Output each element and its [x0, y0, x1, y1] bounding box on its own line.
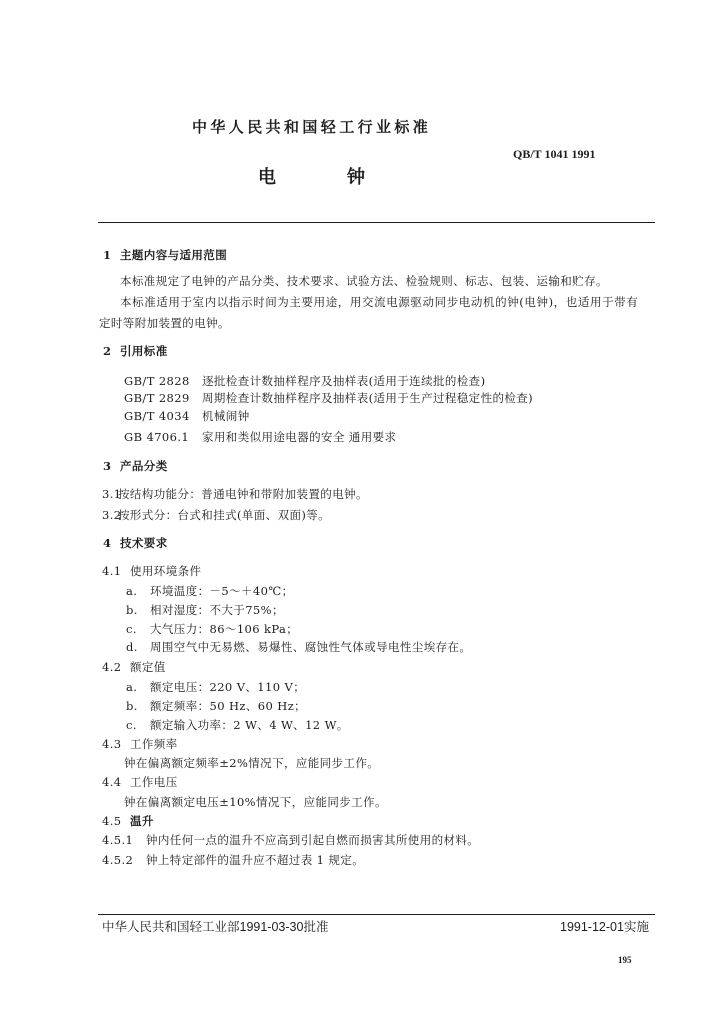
reference-code: GB/T 4034 [124, 409, 190, 423]
list-item-text: 额定电压：220 V、110 V； [150, 680, 306, 694]
section-1-paragraph-1: 本标准规定了电钟的产品分类、技术要求、试验方法、检验规则、标志、包装、运输和贮存。 [120, 274, 608, 288]
list-item-label: b. [126, 603, 138, 617]
reference-title: 家用和类似用途电器的安全 通用要求 [202, 430, 397, 444]
section-3-heading: 产品分类 [120, 459, 168, 473]
section-3-number: 3 [103, 459, 112, 473]
section-1-paragraph-2-line-1: 本标准适用于室内以指示时间为主要用途，用交流电源驱动同步电动机的钟(电钟)，也适用于带有 [120, 295, 639, 309]
reference-code: GB/T 2829 [124, 391, 190, 405]
document-title-char-2: 钟 [347, 167, 365, 188]
clause-4-4-number: 4.4 [102, 775, 122, 789]
list-item-text: 周围空气中无易燃、易爆性、腐蚀性气体或导电性尘埃存在。 [150, 640, 472, 654]
clause-text: 按形式分：台式和挂式(单面、双面)等。 [118, 508, 331, 522]
reference-code: GB/T 2828 [124, 374, 190, 388]
clause-number: 3.2 [102, 508, 122, 522]
list-item-text: 相对湿度：不大于75%； [150, 603, 284, 617]
reference-title: 逐批检查计数抽样程序及抽样表(适用于连续批的检查) [202, 374, 486, 388]
section-2-number: 2 [103, 344, 112, 358]
footer-divider [98, 914, 655, 915]
list-item-label: d. [126, 640, 138, 654]
section-1-heading: 主题内容与适用范围 [120, 248, 228, 262]
clause-4-3-heading: 工作频率 [130, 737, 178, 751]
section-4-heading: 技术要求 [120, 536, 168, 550]
section-2-heading: 引用标准 [120, 344, 168, 358]
list-item-text: 环境温度：－5～＋40℃； [150, 584, 294, 598]
clause-4-4-text: 钟在偏离额定电压±10%情况下，应能同步工作。 [124, 795, 387, 809]
list-item-label: a. [126, 680, 138, 694]
clause-4-1-heading: 使用环境条件 [130, 564, 202, 578]
clause-4-2-heading: 额定值 [130, 660, 166, 674]
clause-text: 钟上特定部件的温升应不超过表 1 规定。 [146, 853, 365, 867]
list-item-label: a. [126, 584, 138, 598]
standard-code: QB/T 1041 1991 [513, 147, 596, 161]
approval-note: 中华人民共和国轻工业部1991-03-30批准 [102, 920, 329, 934]
clause-4-4-heading: 工作电压 [130, 775, 178, 789]
list-item-label: b. [126, 699, 138, 713]
clause-number: 4.5.2 [102, 853, 134, 867]
list-item-label: c. [126, 718, 137, 732]
header-divider [98, 222, 655, 223]
clause-4-3-text: 钟在偏离额定频率±2%情况下，应能同步工作。 [124, 756, 380, 770]
clause-4-1-number: 4.1 [102, 564, 122, 578]
reference-code: GB 4706.1 [124, 430, 190, 444]
clause-number: 4.5.1 [102, 833, 134, 847]
document-title-char-1: 电 [258, 167, 276, 188]
list-item-text: 大气压力：86～106 kPa； [150, 622, 299, 636]
effective-date: 1991-12-01实施 [560, 920, 649, 934]
section-1-paragraph-2-line-2: 定时等附加装置的电钟。 [99, 316, 230, 330]
clause-4-3-number: 4.3 [102, 737, 122, 751]
list-item-text: 额定输入功率：2 W、4 W、12 W。 [150, 718, 349, 732]
clause-4-5-number: 4.5 [102, 814, 122, 828]
org-title: 中华人民共和国轻工行业标准 [192, 118, 432, 136]
clause-4-5-heading: 温升 [130, 814, 154, 828]
clause-4-2-number: 4.2 [102, 660, 122, 674]
clause-text: 按结构功能分：普通电钟和带附加装置的电钟。 [118, 487, 368, 501]
reference-title: 周期检查计数抽样程序及抽样表(适用于生产过程稳定性的检查) [202, 391, 534, 405]
list-item-text: 额定频率：50 Hz、60 Hz； [150, 699, 307, 713]
clause-number: 3.1 [102, 487, 122, 501]
clause-text: 钟内任何一点的温升不应高到引起自燃而损害其所使用的材料。 [146, 833, 480, 847]
reference-title: 机械闹钟 [202, 409, 250, 423]
list-item-label: c. [126, 622, 137, 636]
section-1-number: 1 [103, 248, 112, 262]
section-4-number: 4 [103, 536, 112, 550]
page-number: 195 [618, 955, 632, 965]
